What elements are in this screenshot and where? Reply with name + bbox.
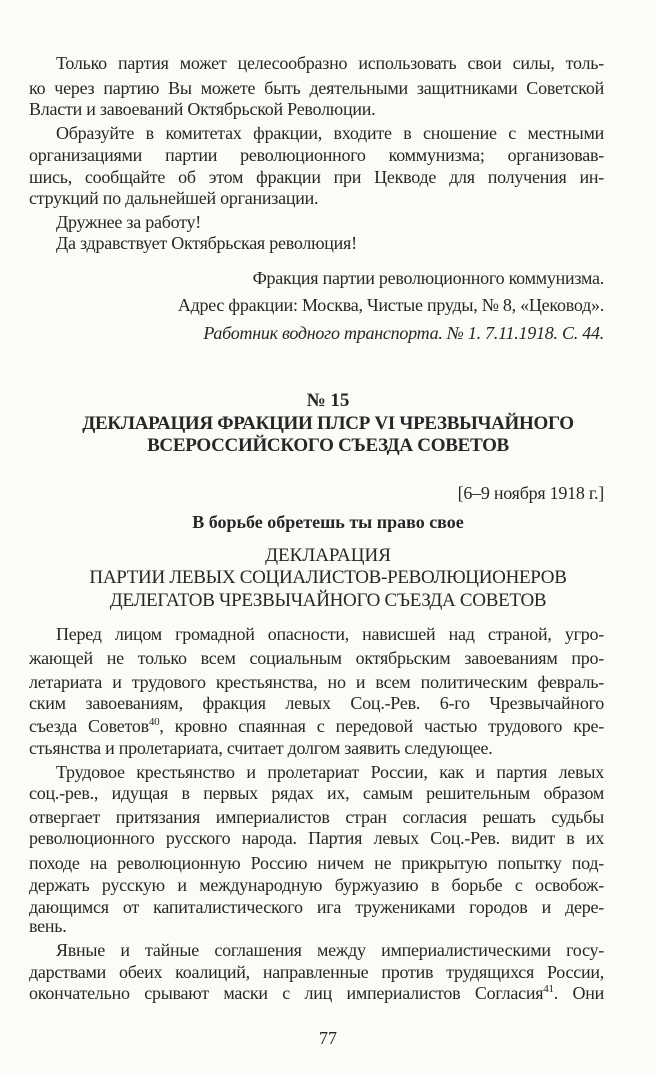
text-line — [29, 715, 604, 737]
motto: В борьбе обретешь ты право свое — [192, 512, 464, 532]
text-line: отвергает притязания империалистов стран согласия решать судьбы — [29, 807, 604, 827]
text-fragment: . Они — [553, 983, 604, 1003]
text-line: соц.-рев., идущая в первых рядах их, самым решительным образом — [29, 783, 604, 803]
text-line: дающимся от капиталистического ига тружениками городов и дере- — [29, 897, 604, 917]
heading: ДЕКЛАРАЦИЯ — [265, 545, 391, 566]
document-number: № 15 — [306, 390, 350, 411]
text-line: организациями партии революционного коммунизма; организовав- — [29, 145, 604, 165]
text-line: Образуйте в комитетах фракции, входите в сношение с местными — [56, 123, 604, 143]
slogan: Да здравствует Октябрьская революция! — [56, 233, 357, 253]
text-line — [29, 982, 604, 1004]
text-line: вень. — [29, 916, 67, 936]
text-line: струкций по дальнейшей организации. — [29, 188, 319, 208]
text-line: держать русскую и международную буржуазию в борьбе с освобож- — [29, 875, 604, 895]
text-line: походе на революционную Россию ничем не прикрытую попытку под- — [29, 853, 604, 873]
text-fragment: окончательно срывают маски с лиц империалистов Согласия — [29, 983, 544, 1003]
document-date: [6–9 ноября 1918 г.] — [457, 483, 604, 503]
footnote-ref[interactable]: 40 — [148, 716, 160, 728]
address: Адрес фракции: Москва, Чистые пруды, № 8, «Цековод». — [177, 295, 604, 315]
text-fragment: , кровно спаянная с передовой частью трудового кре- — [159, 716, 604, 736]
text-line: шись, сообщайте об этом фракции при Цекводе для получения ин- — [29, 167, 604, 187]
text-line: ко через партию Вы можете быть деятельными защитниками Советской — [29, 78, 604, 98]
text-line: Трудовое крестьянство и пролетариат России, как и партия левых — [56, 762, 604, 782]
text-fragment: съезда Советов — [29, 716, 149, 736]
slogan: Дружнее за работу! — [56, 212, 201, 232]
source-citation: Работник водного транспорта. № 1. 7.11.1918. С. 44. — [203, 323, 604, 343]
heading: ДЕЛЕГАТОВ ЧРЕЗВЫЧАЙНОГО СЪЕЗДА СОВЕТОВ — [109, 590, 547, 611]
text-line: стьянства и пролетариата, считает долгом заявить следующее. — [29, 738, 493, 758]
page-number: 77 — [319, 1028, 337, 1048]
signature: Фракция партии революционного коммунизма. — [252, 268, 604, 288]
text-line: дарствами обеих коалиций, направленные против трудящихся России, — [29, 962, 604, 982]
heading: ПАРТИИ ЛЕВЫХ СОЦИАЛИСТОВ-РЕВОЛЮЦИОНЕРОВ — [89, 567, 567, 588]
text-line: революционного русского народа. Партия левых Соц.-Рев. видит в их — [29, 828, 604, 848]
footnote-ref[interactable]: 41 — [543, 983, 554, 995]
text-line: Явные и тайные соглашения между империалистическими госу- — [56, 940, 604, 960]
text-line: Только партия может целесообразно использовать свои силы, толь- — [56, 53, 604, 73]
document-title: ВСЕРОССИЙСКОГО СЪЕЗДА СОВЕТОВ — [147, 435, 509, 456]
document-title: ДЕКЛАРАЦИЯ ФРАКЦИИ ПЛСР VI ЧРЕЗВЫЧАЙНОГО — [82, 413, 574, 434]
text-line: ским завоеваниям, фракция левых Соц.-Рев. 6-го Чрезвычайного — [29, 693, 604, 713]
text-line: жающей не только всем социальным октябрьским завоеваниям про- — [29, 648, 604, 668]
text-line: Перед лицом громадной опасности, нависшей над страной, угро- — [56, 624, 604, 644]
text-line: Власти и завоеваний Октябрьской Революции. — [29, 99, 376, 119]
text-line: летариата и трудового крестьянства, но и всем политическим февраль- — [29, 672, 604, 692]
